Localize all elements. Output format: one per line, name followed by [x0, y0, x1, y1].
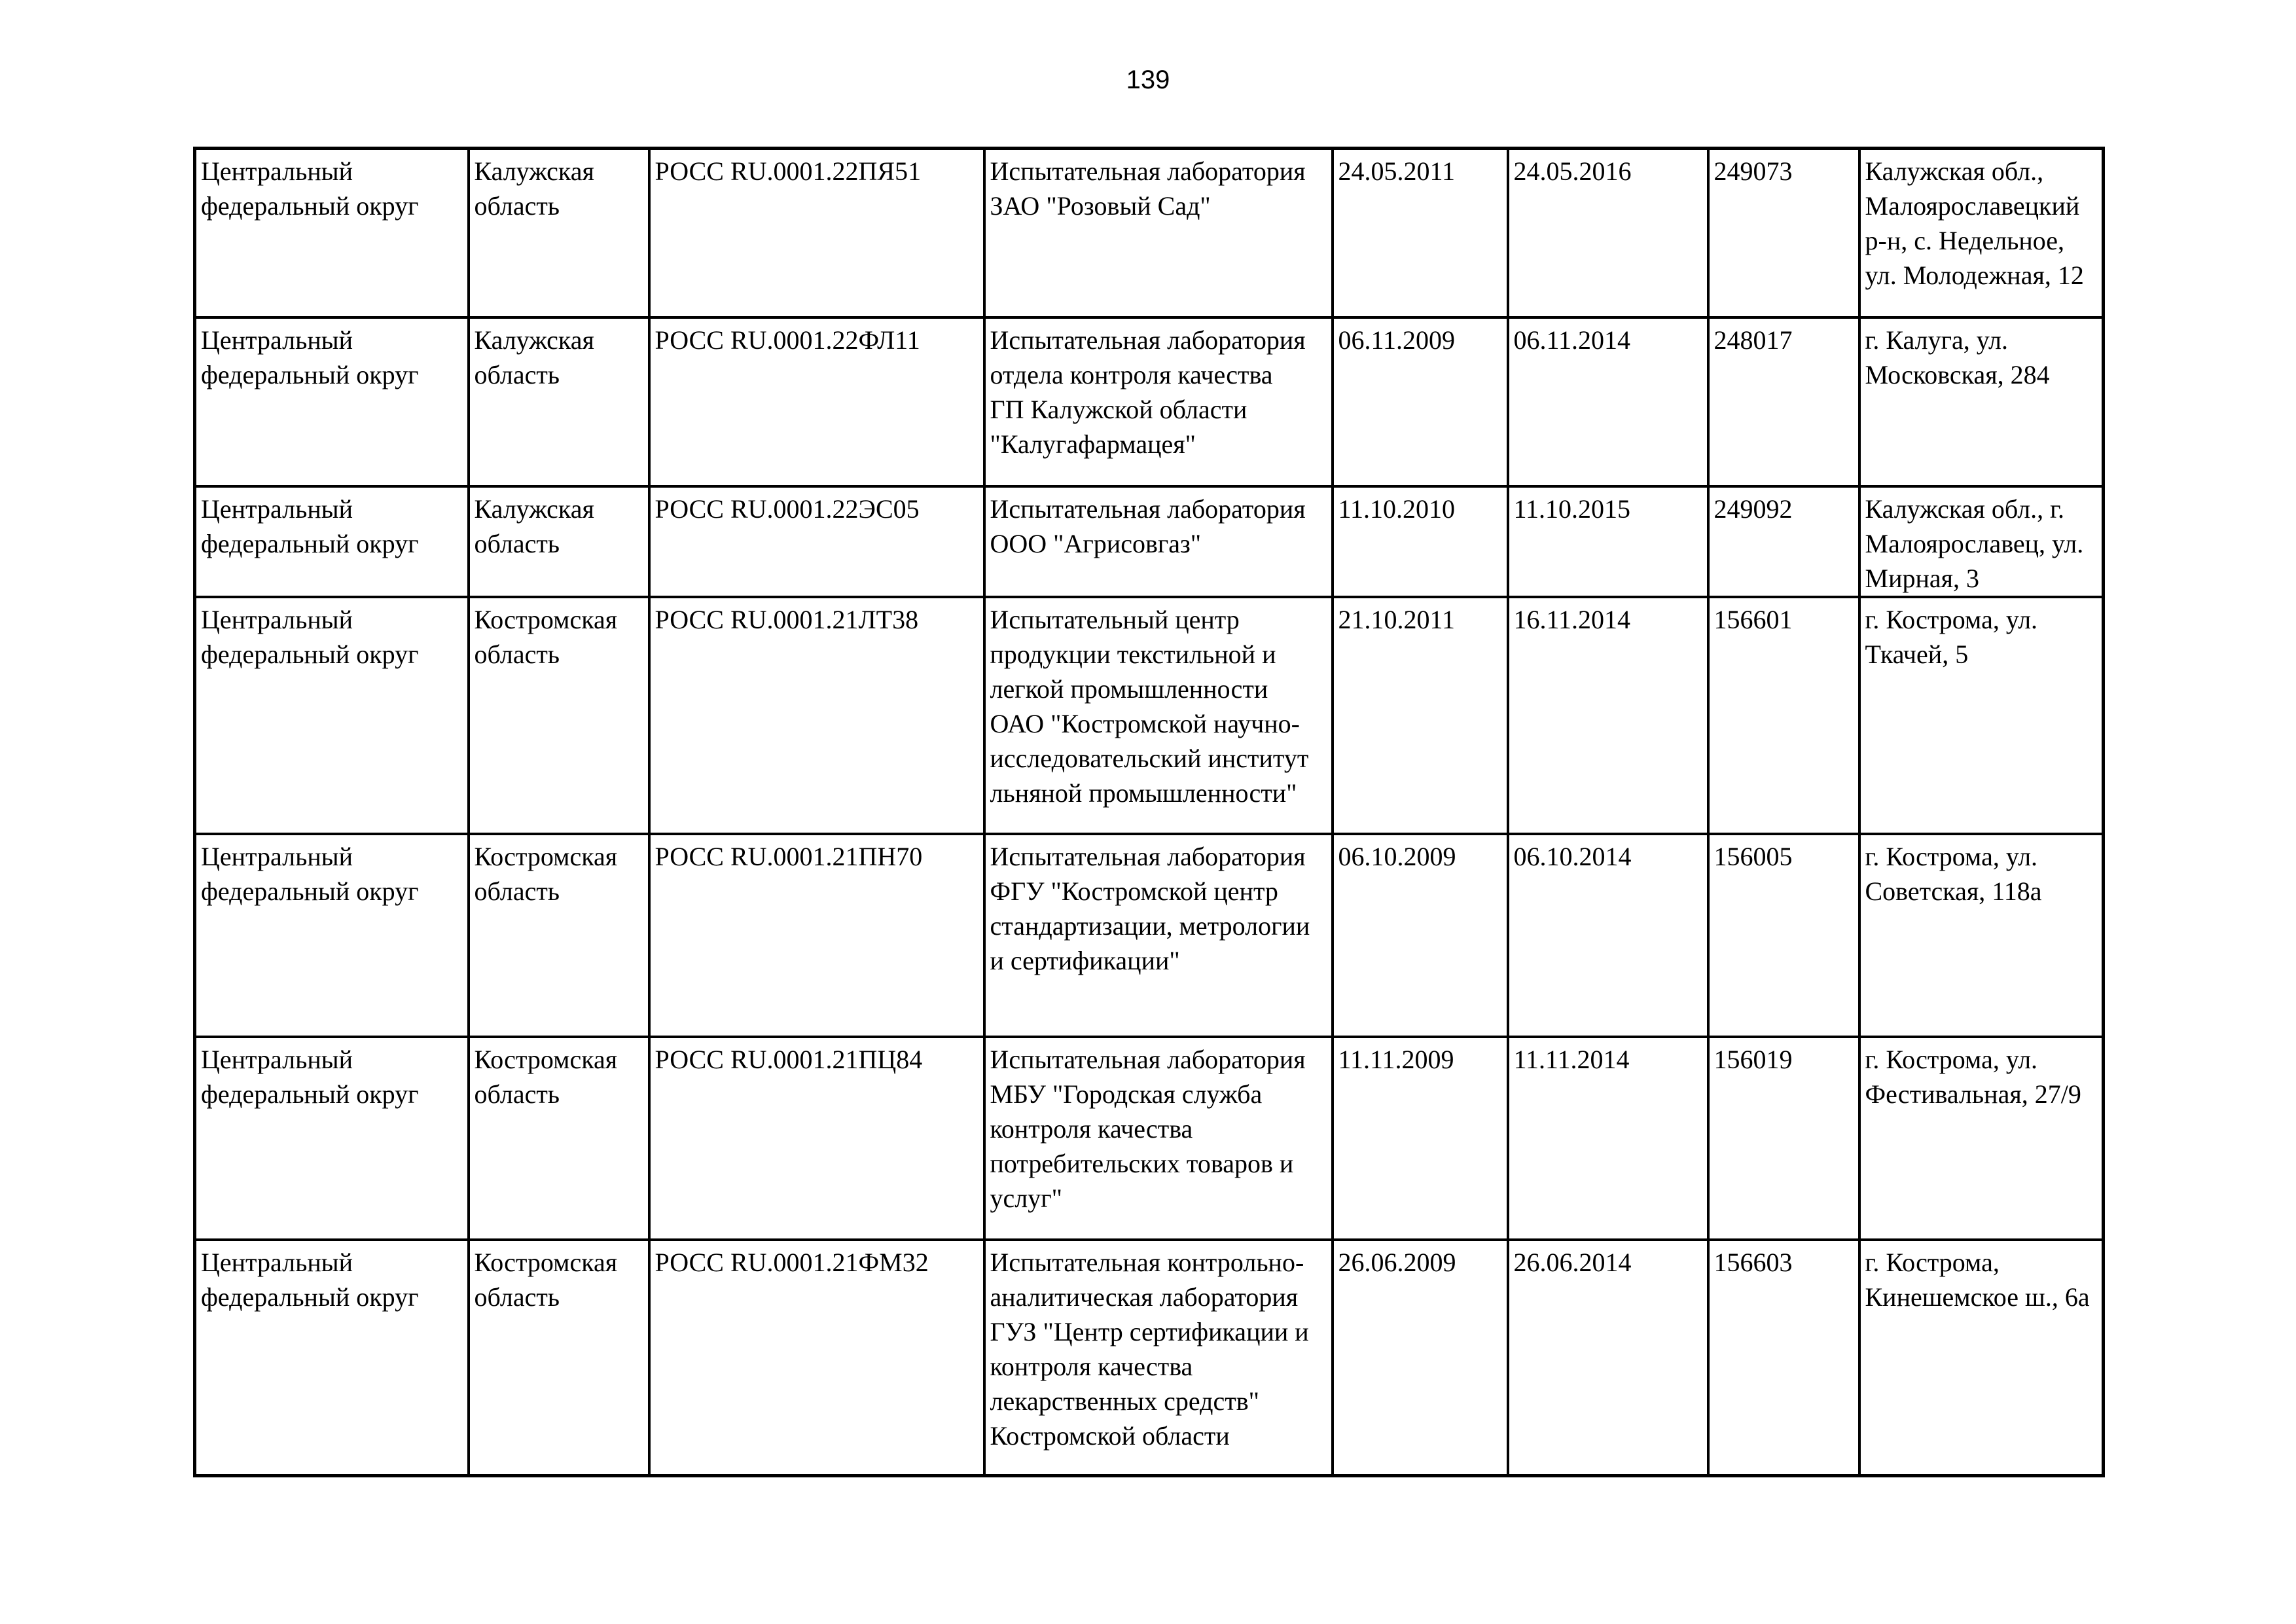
postcode-cell: 156005 — [1708, 834, 1859, 1037]
table-row — [195, 834, 2104, 1037]
issue-date-cell: 06.10.2009 — [1333, 834, 1508, 1037]
laboratory-name-cell: Испытательная лаборатория МБУ "Городская служба контроля качества потребительских товаров и услуг" — [984, 1037, 1333, 1240]
district-cell: Центральный федеральный округ — [195, 149, 469, 317]
issue-date-cell: 24.05.2011 — [1333, 149, 1508, 317]
table-row — [195, 149, 2104, 317]
issue-date-cell: 21.10.2011 — [1333, 597, 1508, 834]
certificate-number-cell: РОСС RU.0001.22ФЛ11 — [649, 317, 984, 486]
region-cell: Калужская область — [469, 149, 649, 317]
page-number: 139 — [1126, 65, 1170, 94]
laboratory-name-cell: Испытательная лаборатория ФГУ "Костромской центр стандартизации, метрологии и сертификации" — [984, 834, 1333, 1037]
expiry-date-cell: 11.10.2015 — [1508, 486, 1708, 597]
expiry-date-cell: 24.05.2016 — [1508, 149, 1708, 317]
postcode-cell: 156019 — [1708, 1037, 1859, 1240]
table-row — [195, 486, 2104, 597]
address-cell: Калужская обл., Малоярославецкий р-н, с. Недельное, ул. Молодежная, 12 — [1859, 149, 2104, 317]
address-cell: г. Кострома, Кинешемское ш., 6а — [1859, 1240, 2104, 1476]
region-cell: Калужская область — [469, 317, 649, 486]
issue-date-cell: 06.11.2009 — [1333, 317, 1508, 486]
expiry-date-cell: 06.10.2014 — [1508, 834, 1708, 1037]
certificate-number-cell: РОСС RU.0001.22ПЯ51 — [649, 149, 984, 317]
district-cell: Центральный федеральный округ — [195, 486, 469, 597]
address-cell: г. Калуга, ул. Московская, 284 — [1859, 317, 2104, 486]
address-cell: г. Кострома, ул. Советская, 118а — [1859, 834, 2104, 1037]
laboratory-name-cell: Испытательная лаборатория ЗАО "Розовый Сад" — [984, 149, 1333, 317]
issue-date-cell: 11.11.2009 — [1333, 1037, 1508, 1240]
laboratory-registry-table — [193, 147, 2105, 1477]
region-cell: Костромская область — [469, 1240, 649, 1476]
region-cell: Костромская область — [469, 1037, 649, 1240]
expiry-date-cell: 11.11.2014 — [1508, 1037, 1708, 1240]
postcode-cell: 156603 — [1708, 1240, 1859, 1476]
postcode-cell: 249073 — [1708, 149, 1859, 317]
expiry-date-cell: 16.11.2014 — [1508, 597, 1708, 834]
laboratory-name-cell: Испытательная лаборатория ООО "Агрисовгаз" — [984, 486, 1333, 597]
table-row — [195, 317, 2104, 486]
issue-date-cell: 26.06.2009 — [1333, 1240, 1508, 1476]
certificate-number-cell: РОСС RU.0001.21ФМ32 — [649, 1240, 984, 1476]
district-cell: Центральный федеральный округ — [195, 1240, 469, 1476]
region-cell: Калужская область — [469, 486, 649, 597]
district-cell: Центральный федеральный округ — [195, 1037, 469, 1240]
table-row — [195, 1240, 2104, 1476]
district-cell: Центральный федеральный округ — [195, 597, 469, 834]
issue-date-cell: 11.10.2010 — [1333, 486, 1508, 597]
expiry-date-cell: 06.11.2014 — [1508, 317, 1708, 486]
district-cell: Центральный федеральный округ — [195, 317, 469, 486]
postcode-cell: 156601 — [1708, 597, 1859, 834]
district-cell: Центральный федеральный округ — [195, 834, 469, 1037]
certificate-number-cell: РОСС RU.0001.22ЭС05 — [649, 486, 984, 597]
region-cell: Костромская область — [469, 834, 649, 1037]
address-cell: г. Кострома, ул. Ткачей, 5 — [1859, 597, 2104, 834]
certificate-number-cell: РОСС RU.0001.21ПН70 — [649, 834, 984, 1037]
postcode-cell: 248017 — [1708, 317, 1859, 486]
laboratory-name-cell: Испытательный центр продукции текстильной и легкой промышленности ОАО "Костромской научно- исследовательский институт льняной промышленности" — [984, 597, 1333, 834]
expiry-date-cell: 26.06.2014 — [1508, 1240, 1708, 1476]
laboratory-name-cell: Испытательная контрольно- аналитическая лаборатория ГУЗ "Центр сертификации и контроля качества лекарственных средств" Костромской области — [984, 1240, 1333, 1476]
laboratory-name-cell: Испытательная лаборатория отдела контроля качества ГП Калужской области "Калугафармацея" — [984, 317, 1333, 486]
postcode-cell: 249092 — [1708, 486, 1859, 597]
address-cell: Калужская обл., г. Малоярославец, ул. Мирная, 3 — [1859, 486, 2104, 597]
address-cell: г. Кострома, ул. Фестивальная, 27/9 — [1859, 1037, 2104, 1240]
region-cell: Костромская область — [469, 597, 649, 834]
certificate-number-cell: РОСС RU.0001.21ЛТ38 — [649, 597, 984, 834]
table-row — [195, 597, 2104, 834]
table-row — [195, 1037, 2104, 1240]
certificate-number-cell: РОСС RU.0001.21ПЦ84 — [649, 1037, 984, 1240]
